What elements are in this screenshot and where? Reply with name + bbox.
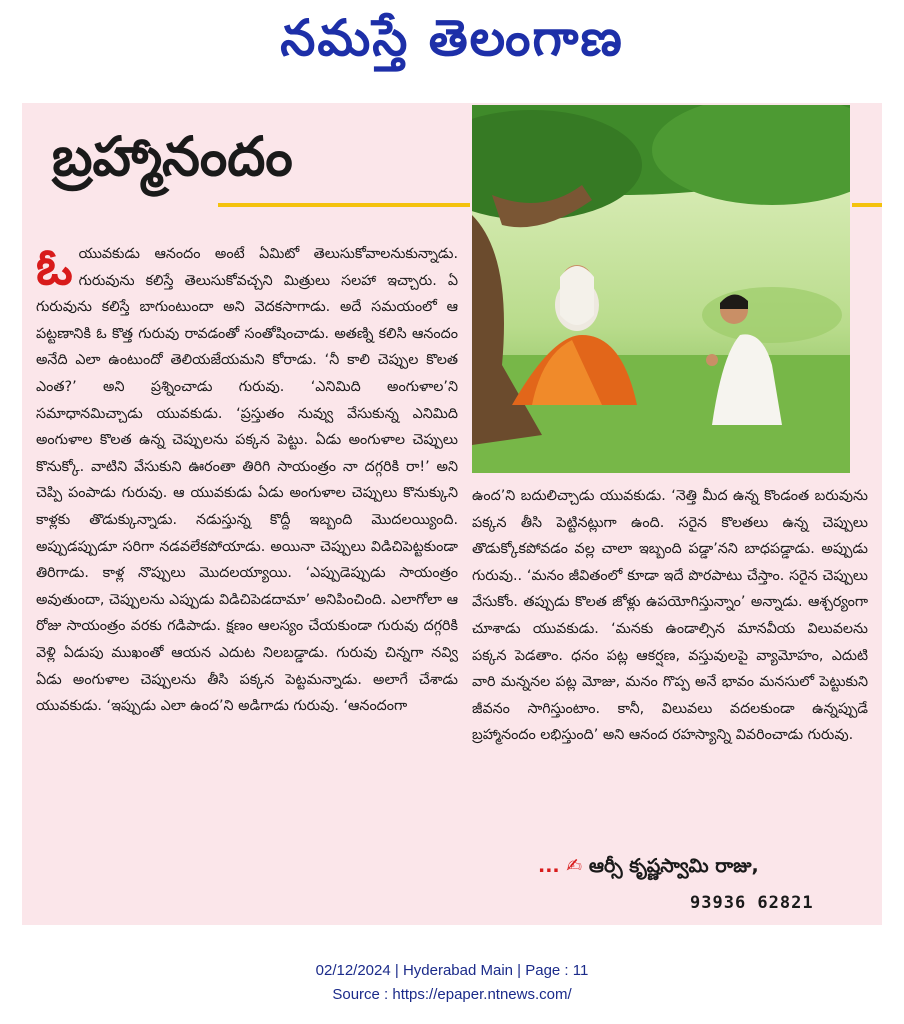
article-column-left (36, 238, 458, 720)
byline-dots: ... (538, 855, 560, 877)
footer-date-edition: 02/12/2024 | Hyderabad Main | Page : 11 (315, 962, 589, 979)
article-illustration (472, 105, 850, 473)
dropcap: ఓ (36, 238, 73, 296)
article-paragraph-left (36, 238, 458, 720)
article-byline (538, 855, 759, 882)
pen-icon: ✍ (566, 855, 583, 877)
footer-source: Source : https://epaper.ntnews.com/ (332, 986, 572, 1003)
article-headline: బ్రహ్మానందం (52, 125, 293, 188)
author-phone: 93936 62821 (690, 893, 814, 913)
article-body-left: యువకుడు ఆనందం అంటే ఏమిటో తెలుసుకోవాలనుకున్నాడు. గురువును కలిస్తే తెలుసుకోవచ్చని మిత్రులు సలహా ఇచ్చారు. ఏ గురువును కలిస్తే బాగుంటుందా అని వెదకసాగాడు. అదే సమయంలో ఆ పట్టణానికి ఓ కొత్త గురువు రావడంతో సంతోషించాడు. అతణ్ని కలిసి ఆనందం అనేది ఎలా ఉంటుందో తెలియజేయమని కోరాడు. ‘నీ కాలి చెప్పుల కొలత ఎంత?’ అని ప్రశ్నించాడు గురువు. ‘ఎనిమిది అంగుళాల’ని సమాధానమిచ్చాడు యువకుడు. ‘ప్రస్తుతం నువ్వు వేసుకున్న ఎనిమిది అంగుళాల కొలత ఉన్న చెప్పులను పక్కన పెట్టు. ఏడు అంగుళాల చెప్పులు కొనుక్కో. వాటిని వేసుకుని ఊరంతా తిరిగి సాయంత్రం నా దగ్గరికి రా!’ అని చెప్పి పంపాడు గురువు. ఆ యువకుడు ఏడు అంగుళాల చెప్పులు కొనుక్కుని కాళ్లకు తొడుక్కున్నాడు. నడుస్తున్న కొద్దీ ఇబ్బంది మొదలయ్యింది. అప్పుడప్పుడూ సరిగా నడవలేకపోయాడు. అయినా చెప్పులు విడిచిపెట్టకుండా తిరిగాడు. కాళ్ల నొప్పులు మొదలయ్యాయి. ‘ఎప్పుడెప్పుడు సాయంత్రం అవుతుందా, చెప్పులను ఎప్పుడు విడిచిపెడదామా’ అనిపించింది. ఎలాగోలా ఆ రోజు సాయంత్రం వరకు గడిపాడు. క్షణం ఆలస్యం చేయకుండా గురువు దగ్గరికి వెళ్లి ఏడుపు ముఖంతో ఆయన ఎదుట నిలబడ్డాడు. గురువు చిన్నగా నవ్వి ఏడు అంగుళాల చెప్పులను తీసి పక్కన పెట్టమన్నాడు. అలాగే చేశాడు యువకుడు. ‘ఇప్పుడు ఎలా ఉంద’ని అడిగాడు గురువు. ‘ఆనందంగా (36, 246, 458, 715)
newspaper-masthead: నమస్తే తెలంగాణ (280, 8, 624, 67)
headline-rule-right (852, 203, 882, 207)
byline-name: ఆర్సీ కృష్ణస్వామి రాజు, (588, 855, 759, 877)
headline-rule (218, 203, 470, 207)
article-column-right (472, 483, 868, 749)
article-body-right: ఉంద’ని బదులిచ్చాడు యువకుడు. ‘నెత్తి మీద ఉన్న కొండంత బరువును పక్కన తీసి పెట్టినట్లుగా ఉంది. సరైన కొలతలు ఉన్న చెప్పులు తొడుక్కోకపోవడం వల్ల చాలా ఇబ్బంది పడ్డా’నని బాధపడ్డాడు. అప్పుడు గురువు.. ‘మనం జీవితంలో కూడా ఇదే పొరపాటు చేస్తాం. సరైన చెప్పులు వేసుకోం. తప్పుడు కొలత జోళ్లు ఉపయోగిస్తున్నాం’ అన్నాడు. ఆశ్చర్యంగా చూశాడు యువకుడు. ‘మనకు ఉండాల్సిన మానవీయ విలువలను పక్కన పెడతాం. ధనం పట్ల ఆకర్షణ, వస్తువులపై వ్యామోహం, ఎదుటి వారి మన్ననల పట్ల మోజు, మనం గొప్ప అనే భావం మనసులో పెట్టుకుని జీవనం సాగిస్తుంటాం. కానీ, విలువలు వదలకుండా ఉన్నప్పుడే బ్రహ్మానందం లభిస్తుంది’ అని ఆనంద రహస్యాన్ని వివరించాడు గురువు. (472, 488, 868, 744)
article-panel (22, 103, 882, 925)
